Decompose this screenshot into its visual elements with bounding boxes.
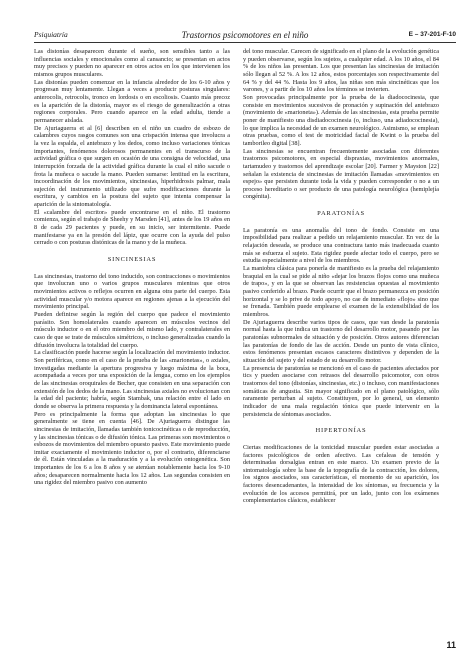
paragraph: Ciertas modificaciones de la tonicidad muscular pueden estar asociadas a factores psicológicos de orden afectivo. Las cefaleas de tensión y determinadas dorsalgias entran en este marco. Un examen previo de la sintomatología sobre la base de la topografía de la contracción, los dolores, los signos asociados, sus características, el momento de su aparición, los factores desencadenantes, la intensidad de los síntomas, su frecuencia y la evolución de los accesos permitirá, por un lado, junto con los exámenes complementarios clásicos, establecer [243, 443, 439, 505]
paragraph: La clasificación puede hacerse según la localización del movimiento inductor. Son periféricas, como en el caso de la prueba de las «marionetas», o axiales, investigadas mediante la apertura progresiva y luego máxima de la boca, acompañada a veces por una exposición de la lengua, como en los ejemplos de las sincinesias oroquirales de Becher, que consisten en una separación con extensión de los dedos de la mano. Las sincinesias axiales no evolucionan con la edad del paciente; habría, según Stambak, una relación entre el lado en donde se observa la primera respuesta y la dominancia lateral espontánea. [34, 349, 230, 410]
journal-name: Psiquiatría [34, 30, 68, 39]
paragraph: De Ajuriaguerra describe varios tipos de casos, que van desde la paratonía normal hasta la que indica un trastorno del desarrollo motor, pasando por las paratonías subnormales de situación y de posición. Otros autores diferencian las paratonías de fondo de las de acción. Desde un punto de vista clínico, estos fenómenos presentan escasos caracteres distintivos y dependen de la situación del sujeto y del estado de su desarrollo motor. [243, 318, 439, 364]
page-number: 11 [446, 640, 456, 650]
article-title: Trastornos psicomotores en el niño [181, 30, 309, 40]
section-heading-sincinesias: SINCINESIAS [107, 256, 157, 264]
paragraph: De Ajuriaguerra et al [6] describen en el niño un cuadro de esbozo de calambres cuyos rasgos comunes son una crispación intensa que involucra a la vez la espalda, el antebrazo y los dedos, como incluso variaciones tónicas importantes, fenómenos dolorosos permanentes en el transcurso de la actividad gráfica o que surgen en ocasión de una consigna de velocidad, una interrupción forzada de la actividad gráfica durante la cual el niño sacude o frota la muñeca o sacude la mano. Pueden sumarse: lentitud en la escritura, incoordinación de los movimientos, sincinesias, hiperhidrosis palmar, mala sujeción del instrumento utilizado que sufre modificaciones durante la escritura, y cambios en la postura del sujeto que intenta compensar la aparición de la sintomatología. [34, 124, 230, 209]
paragraph: Pueden definirse según la región del cuerpo que padece el movimiento parásito. Son homolaterales cuando aparecen en músculos vecinos del músculo inductor o en el otro miembro del mismo lado, y contralaterales en caso de que se trate de músculos simétricos, o incluso generalizadas cuando la difusión involucra la totalidad del cuerpo. [34, 311, 230, 349]
paragraph: Pero es principalmente la forma que adoptan las sincinesias lo que generalmente se tiene en cuenta [46]. De Ajuriaguerra distingue las sincinesias de imitación, llamadas también tonicocinéticas o de reproducción, y las sincinesias tónicas o de difusión tónica. Las primeras son movimientos o esbozos de movimientos del miembro opuesto pasivo. Este movimiento puede imitar exactamente el movimiento inductor o, por el contrario, diferenciarse de él. Están vinculadas a la maduración y a la evolución ontogenética. Son importantes de los 6 a los 8 años y se atenúan notablemente hacia los 9-10 años; desaparecen normalmente hacia los 12 años. Las segundas consisten en una rigidez del miembro pasivo con aumento [34, 410, 230, 487]
left-column [34, 48, 230, 487]
section-heading-paratonias: PARATONÍAS [317, 210, 365, 218]
paragraph: Son provocadas principalmente por la prueba de la diadococinesia, que consiste en movimientos sucesivos de pronación y supinación del antebrazo (movimiento de «marioneta»). Además de las sincinesias, esta prueba permite poner de manifiesto una disdiadococinesia (o, incluso, una adiadococinesia), lo que implica la necesidad de un examen neurológico. Asimismo, se emplean otras pruebas, como el test de motricidad facial de Kwint o la prueba del tamborileo digital [38]. [243, 93, 439, 147]
paragraph: La maniobra clásica para ponerla de manifiesto es la prueba del relajamiento braquial en la cual se pide al niño «dejar los brazos flojos como una muñeca de trapo», y en la que se observan las resistencias opuestas al movimiento pasivo conferido al brazo. Puede ocurrir que el brazo permanezca en posición horizontal y se lo prive de todo apoyo, no cae de inmediato «flojo» sino que se frenada. También puede emplearse el examen de la extensibilidad de los miembros. [243, 265, 439, 318]
paragraph: El «calambre del escritor» puede encontrarse en el niño. El trastorno comienza, según el trabajo de Sheehy y Marsden [41], antes de los 19 años en 8 de cada 29 pacientes y puede, en su inicio, ser intermitente. Puede manifestarse ya en la presión del lápiz, que ocurre con la ayuda del pulso cerrado o con posturas distónicas de la mano y de la muñeca. [34, 208, 230, 247]
paragraph: Las distonías desaparecen durante el sueño, son sensibles tanto a las influencias sociales y emocionales como al cansancio; se presentan en actos muy precisos y pueden no aparecer en otros actos en los que intervienen los mismos grupos musculares. [34, 48, 230, 78]
running-header [34, 28, 456, 43]
paragraph: del tono muscular. Carecen de significado en el plano de la evolución genética y pueden observarse, según los sujetos, a cualquier edad. A los 10 años, el 84 % de los niños las presentan. Los que presentan las sincinesias de imitación sólo llegan al 52 %. A los 12 años, estos porcentajes son respectivamente del 64 % y del 44 %. Hasta los 9 años, las niñas son más sincinéticas que los varones, y a partir de los 10 años los términos se invierten. [243, 48, 439, 94]
paragraph: La paratonía es una anomalía del tono de fondo. Consiste en una imposibilidad para realizar a pedido un relajamiento muscular. En vez de la relajación deseada, se produce una contractura tanto más inadecuada cuanto más se esfuerza el sujeto. Esta rigidez puede afectar todo el cuerpo, pero se estudia especialmente a nivel de los miembros. [243, 226, 439, 265]
paragraph: La presencia de paratonías se mencionó en el caso de pacientes afectados por tics y pueden asociarse con retrasos del desarrollo psicomotor, con otros trastornos del tono (distonías, sincinesias, etc.) o incluso, con manifestaciones somáticas de angustia. Sin mayor significado en el plano patológico, sólo raramente perturban al sujeto. Constituyen, por lo general, un elemento indicador de una mala regulación tónica que puede intervenir en la persistencia de síntomas asociados. [243, 364, 439, 418]
paragraph: Las sincinesias, trastorno del tono inducido, son contracciones o movimientos que involucran uno o varios grupos musculares mientras que otros movimientos activos o reflejos ocurren en alguna otra parte del cuerpo. Esta actividad muscular y/o motora aparece en regiones ajenas a la ejecución del movimiento principal. [34, 272, 230, 311]
article-code: E – 37-201-F-10 [408, 31, 456, 38]
section-heading-hipertonias: HIPERTONÍAS [315, 427, 367, 435]
right-column [243, 48, 439, 505]
paragraph: Las distonías pueden comenzar en la infancia alrededor de los 6-10 años y progresan muy lentamente. Llegan a veces a producir posturas singulares: anterocolis, retrocolis, tronco en lordosis o en escoliosis. Cuanto más precoz es la aparición de la distonía, mayor es el riesgo de generalización a otras regiones corporales. Pero cuando aparece en la edad adulta, tiende a permanecer aislada. [34, 78, 230, 124]
paragraph: Las sincinesias se encuentran frecuentemente asociadas con diferentes trastornos psicomotores, en especial dispraxias, movimientos anormales, tartamudeo y trastornos del aprendizaje escolar [20]. Farmer y Mayston [22] señalan la existencia de sincinesias de imitación llamadas «movimientos en espejo» que persisten durante toda la vida y pueden corresponder o no a un proceso hereditario o ser producto de una patología neurológica (hemiplejía congénita). [243, 147, 439, 201]
